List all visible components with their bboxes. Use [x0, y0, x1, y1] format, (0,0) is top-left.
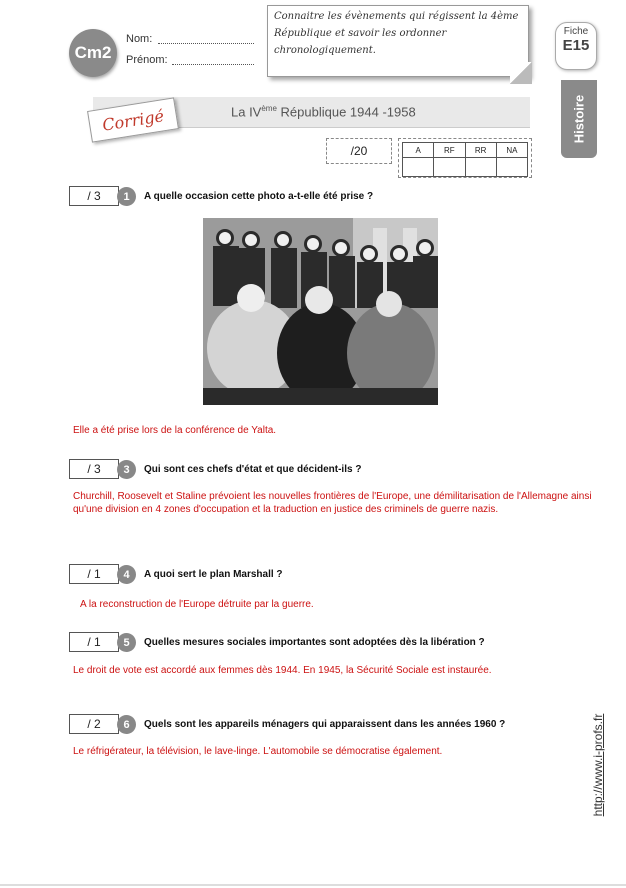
question-text: Qui sont ces chefs d'état et que décident-ils ?: [144, 464, 362, 475]
grade-cell-rf[interactable]: [434, 158, 465, 177]
fiche-badge: [555, 22, 597, 70]
points-box: / 1: [69, 632, 119, 652]
points-box: / 3: [69, 186, 119, 206]
title-sup: ème: [261, 104, 277, 113]
answer-text: Churchill, Roosevelt et Staline prévoient les nouvelles frontières de l'Europe, une démilitarisation de l'Allemagne ainsi qu'une division en 4 zones d'occupation et la traduction en justice des criminels de guerre nazis.: [73, 491, 592, 515]
page-title: [231, 104, 416, 119]
grade-header-a: A: [403, 143, 434, 158]
page-curl-icon: [510, 62, 532, 84]
site-link[interactable]: [586, 700, 610, 830]
yalta-photo: [203, 218, 438, 405]
prenom-field[interactable]: [172, 54, 254, 65]
total-score: /20: [326, 138, 392, 164]
answer-text: A la reconstruction de l'Europe détruite par la guerre.: [80, 599, 314, 610]
objective-line-1: Connaitre les évènements qui régissent la 4ème: [274, 11, 519, 22]
photo-illustration: [203, 218, 438, 405]
grade-cell-a[interactable]: [403, 158, 434, 177]
question-number: 5: [117, 633, 136, 652]
question-text: A quoi sert le plan Marshall ?: [144, 569, 283, 580]
question-number: 1: [117, 187, 136, 206]
bottom-divider: [0, 884, 626, 886]
question-text: Quels sont les appareils ménagers qui apparaissent dans les années 1960 ?: [144, 719, 506, 730]
prenom-label: Prénom:: [126, 54, 168, 66]
grade-header-rr: RR: [465, 143, 496, 158]
question-number: 3: [117, 460, 136, 479]
question-text: Quelles mesures sociales importantes sont adoptées dès la libération ?: [144, 637, 485, 648]
fiche-label: Fiche: [563, 26, 589, 37]
objective-note: [267, 5, 529, 77]
points-box: / 3: [69, 459, 119, 479]
objective-line-3: chronologiquement.: [274, 45, 376, 56]
points-box: / 2: [69, 714, 119, 734]
nom-field[interactable]: [158, 33, 254, 44]
grade-header-rf: RF: [434, 143, 465, 158]
grade-header-na: NA: [496, 143, 527, 158]
grade-table: [398, 138, 532, 178]
corrige-stamp: Corrigé: [87, 97, 179, 142]
title-prefix: La IV: [231, 104, 262, 120]
fiche-code: E15: [562, 37, 590, 54]
answer-text: Le droit de vote est accordé aux femmes dès 1944. En 1945, la Sécurité Sociale est instaurée.: [73, 665, 492, 676]
question-number: 4: [117, 565, 136, 584]
question-number: 6: [117, 715, 136, 734]
site-url[interactable]: http://www.i-profs.fr: [591, 713, 605, 817]
answer-text: Elle a été prise lors de la conférence de Yalta.: [73, 425, 277, 436]
objective-line-2: République et savoir les ordonner: [274, 28, 447, 39]
grade-cell-na[interactable]: [496, 158, 527, 177]
level-badge: Cm2: [69, 29, 117, 77]
nom-label: Nom:: [126, 33, 153, 45]
grade-cell-rr[interactable]: [465, 158, 496, 177]
answer-text: Le réfrigérateur, la télévision, le lave-linge. L'automobile se démocratise également.: [73, 746, 443, 757]
title-suffix: République 1944 -1958: [276, 104, 416, 120]
points-box: / 1: [69, 564, 119, 584]
subject-tab-label: Histoire: [571, 94, 587, 144]
subject-tab: [561, 80, 597, 158]
question-text: A quelle occasion cette photo a-t-elle été prise ?: [144, 191, 374, 202]
